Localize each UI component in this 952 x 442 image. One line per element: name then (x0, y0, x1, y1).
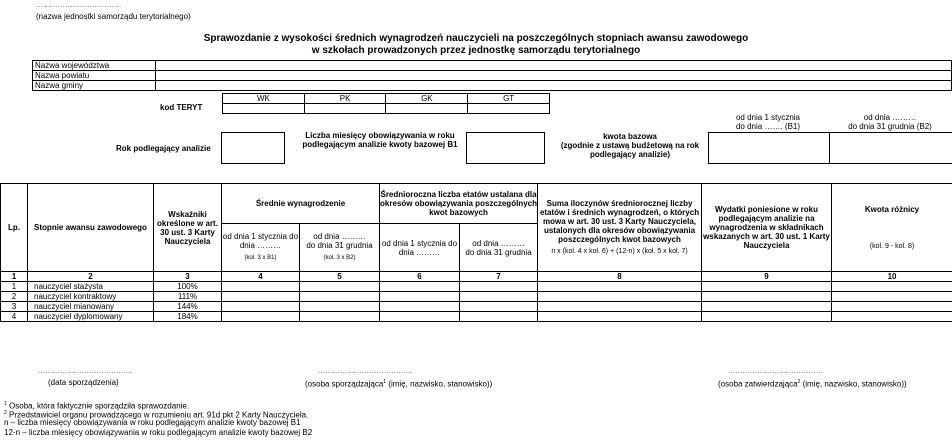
preparer-label: (osoba sporządzająca$^1$ (imię, nazwisko, stanowisko)) (305, 379, 493, 389)
cell-input[interactable] (538, 292, 702, 302)
row-pct: 111% (154, 292, 222, 302)
cell-input[interactable] (832, 282, 952, 292)
cell-input[interactable] (832, 312, 952, 322)
row-pct: 184% (154, 312, 222, 322)
cell-input[interactable] (538, 302, 702, 312)
cell-input[interactable] (300, 292, 380, 302)
footnote-2: $^2$ Przedstawiciel organu prowadzącego w rozumieniu art. 91d pkt 2 Karty Nauczyciela. (4, 410, 309, 420)
header-stopnie: Stopnie awansu zawodowego (28, 184, 154, 272)
footnote-1: $^1$ Osoba, która faktycznie sporządziła sprawozdanie. (4, 401, 190, 411)
main-report-table (0, 183, 952, 322)
approver-dots: ....................................... (728, 368, 824, 375)
col-number: 3 (154, 272, 222, 282)
teryt-value-pk[interactable] (304, 104, 386, 114)
row-lp: 1 (1, 282, 28, 292)
cell-input[interactable] (460, 282, 538, 292)
col-number: 5 (300, 272, 380, 282)
header-lp: Lp. (1, 184, 28, 272)
report-title-line1: Sprawozdanie z wysokości średnich wynagrodzeń nauczycieli na poszczególnych stopniach awansu zawodowego (203, 33, 749, 44)
cell-input[interactable] (538, 282, 702, 292)
header-sub5: od dnia ……… do dnia 31 grudnia (kol. 3 x B2) (300, 224, 380, 272)
row-lp: 4 (1, 312, 28, 322)
teryt-table (222, 93, 550, 114)
cell-input[interactable] (380, 312, 460, 322)
col-number: 1 (1, 272, 28, 282)
cell-input[interactable] (460, 312, 538, 322)
cell-input[interactable] (222, 292, 300, 302)
row-pct: 144% (154, 302, 222, 312)
header-sub6: od dnia 1 stycznia do dnia ……… (380, 224, 460, 272)
months-b1-field[interactable] (466, 132, 545, 164)
b2-header: od dnia ……… do dnia 31 grudnia (B2) (848, 113, 932, 131)
cell-input[interactable] (460, 302, 538, 312)
teryt-value-gk[interactable] (386, 104, 468, 114)
cell-input[interactable] (538, 312, 702, 322)
cell-input[interactable] (380, 292, 460, 302)
admin-units-table (32, 60, 952, 91)
header-srednie: Średnie wynagrodzenie (222, 184, 380, 224)
header-sub7: od dnia ……… do dnia 31 grudnia (460, 224, 538, 272)
table-row (1, 282, 952, 292)
admin-label-commune: Nazwa gminy (33, 81, 156, 91)
table-row (1, 302, 952, 312)
row-name: nauczyciel kontraktowy (28, 292, 154, 302)
cell-input[interactable] (300, 302, 380, 312)
row-name: nauczyciel mianowany (28, 302, 154, 312)
col-number: 9 (702, 272, 832, 282)
row-pct: 100% (154, 282, 222, 292)
col-number: 6 (380, 272, 460, 282)
approver-label: (osoba zatwierdzająca$^2$ (imię, nazwisko, stanowisko)) (718, 379, 907, 389)
header-sub4: od dnia 1 stycznia do dnia ……… (kol. 3 x B1) (222, 224, 300, 272)
col-number: 4 (222, 272, 300, 282)
months-b1-label: Liczba miesięcy obowiązywania w roku podlegającym analizie kwoty bazowej B1 (302, 131, 458, 149)
date-dots: ....................................... (38, 368, 134, 375)
cell-input[interactable] (702, 302, 832, 312)
col-number: 10 (832, 272, 952, 282)
cell-input[interactable] (300, 282, 380, 292)
cell-input[interactable] (460, 292, 538, 302)
cell-input[interactable] (702, 312, 832, 322)
teryt-label: kod TERYT (160, 103, 203, 112)
date-label: (data sporządzenia) (48, 378, 119, 387)
cell-input[interactable] (380, 282, 460, 292)
admin-label-district: Nazwa powiatu (33, 71, 156, 81)
cell-input[interactable] (380, 302, 460, 312)
unit-name-label: (nazwa jednostki samorządu terytorialnego) (36, 12, 191, 21)
cell-input[interactable] (300, 312, 380, 322)
cell-input[interactable] (702, 292, 832, 302)
teryt-value-wk[interactable] (223, 104, 305, 114)
analysis-year-field[interactable] (221, 132, 285, 164)
cell-input[interactable] (222, 312, 300, 322)
cell-input[interactable] (222, 302, 300, 312)
teryt-col-wk: WK (223, 94, 305, 104)
row-lp: 2 (1, 292, 28, 302)
base-amount-label: kwota bazowa (zgodnie z ustawą budżetową na rok podlegający analizie) (560, 132, 700, 159)
header-kwota-roznicy: Kwota różnicy (kol. 9 - kol. 8) (832, 184, 952, 272)
table-row (1, 312, 952, 322)
footnote-n: n – liczba miesięcy obowiązywania w roku podlegającym analizie kwoty bazowej B1 (4, 418, 301, 427)
teryt-col-gk: GK (386, 94, 468, 104)
table-row (1, 292, 952, 302)
analysis-year-label: Rok podlegający analizie (116, 144, 211, 153)
footnote-12n: 12-n – liczba miesięcy obowiązywania w roku podlegającym analizie kwoty bazowej B2 (4, 428, 313, 437)
unit-name-dots: ................................... (36, 2, 122, 9)
teryt-col-gt: GT (468, 94, 550, 104)
base-amount-b2-field[interactable] (829, 132, 952, 164)
admin-value-district[interactable] (156, 71, 952, 81)
cell-input[interactable] (702, 282, 832, 292)
teryt-col-pk: PK (304, 94, 386, 104)
report-title-line2: w szkołach prowadzonych przez jednostkę samorządu terytorialnego (311, 45, 641, 56)
preparer-dots: ....................................... (318, 368, 414, 375)
header-suma: Suma iloczynów średniorocznej liczby etatów i średnich wynagrodzeń, o których mowa w art. 30 ust. 3 Karty Nauczyciela, ustalonych dla okresów obowiązywania poszczególnych kwot bazowych n x (kol. 4 x kol. 6) + (12-n) x (kol. 5 x kol. 7) (538, 184, 702, 272)
cell-input[interactable] (832, 292, 952, 302)
col-number: 7 (460, 272, 538, 282)
base-amount-b1-field[interactable] (708, 132, 830, 164)
admin-value-commune[interactable] (156, 81, 952, 91)
admin-label-voivodeship: Nazwa województwa (33, 61, 156, 71)
teryt-value-gt[interactable] (468, 104, 550, 114)
header-wskazniki: Wskaźniki określone w art. 30 ust. 3 Karty Nauczyciela (154, 184, 222, 272)
cell-input[interactable] (832, 302, 952, 312)
header-srednio-etat: Średnioroczna liczba etatów ustalana dla okresów obowiązywania poszczególnych kwot bazowych (380, 184, 538, 224)
header-wydatki: Wydatki poniesione w roku podlegającym analizie na wynagrodzenia w składnikach wskazanych w art. 30 ust. 1 Karty Nauczyciela (702, 184, 832, 272)
row-name: nauczyciel dyplomowany (28, 312, 154, 322)
admin-value-voivodeship[interactable] (156, 61, 952, 71)
row-lp: 3 (1, 302, 28, 312)
b1-header: od dnia 1 stycznia do dnia ……. (B1) (735, 113, 801, 131)
row-name: nauczyciel stażysta (28, 282, 154, 292)
col-number: 8 (538, 272, 702, 282)
cell-input[interactable] (222, 282, 300, 292)
col-number: 2 (28, 272, 154, 282)
